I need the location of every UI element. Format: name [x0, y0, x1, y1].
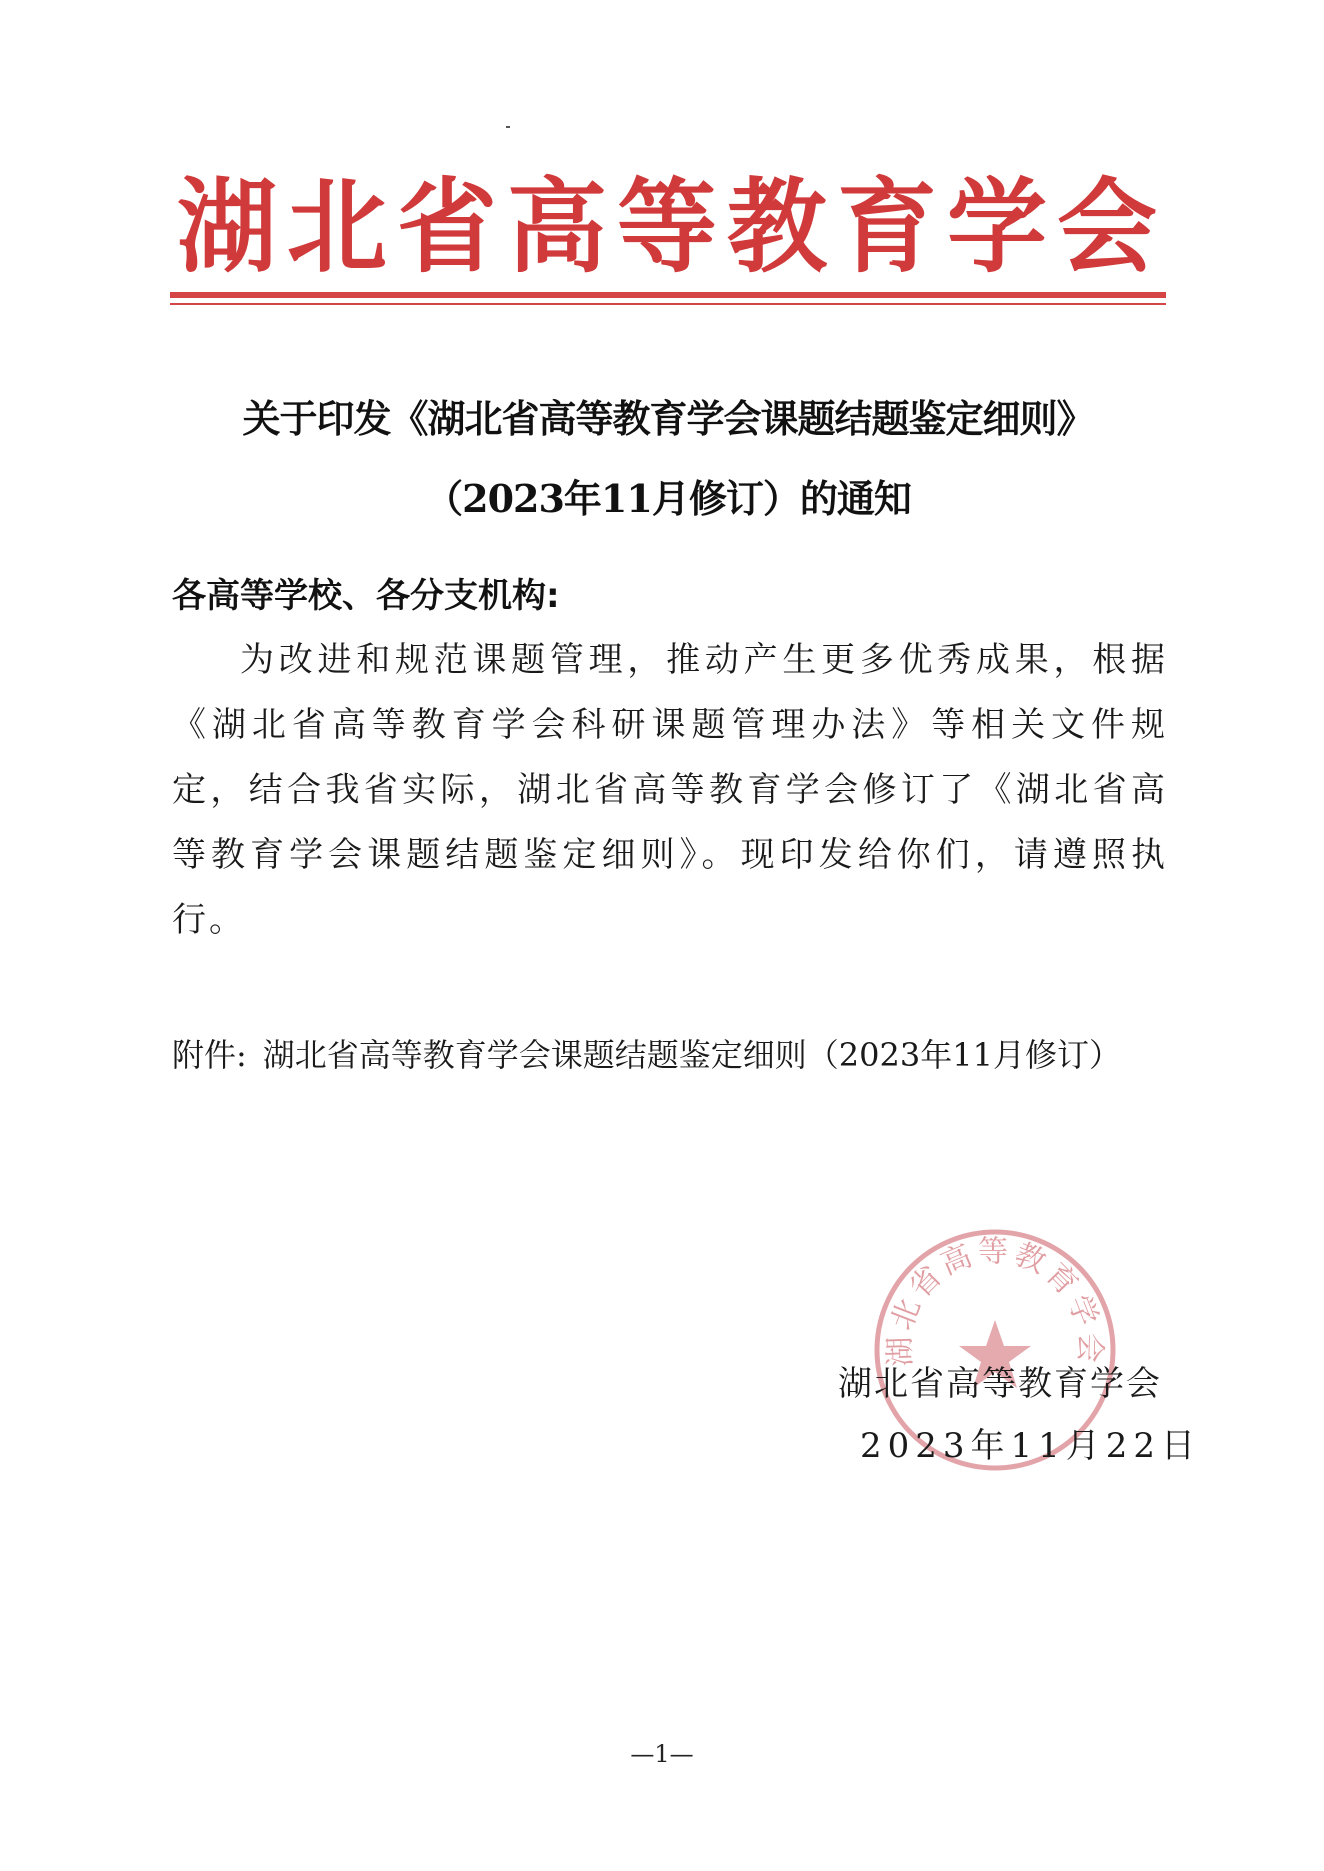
header-rule-thick	[170, 292, 1166, 298]
masthead-char: 教	[727, 167, 827, 287]
notice-title-line-2: （2023年11月修订）的通知	[425, 476, 911, 521]
page-number: —1—	[630, 1740, 694, 1768]
masthead-char: 湖	[177, 167, 277, 287]
attachment-line	[172, 1030, 1121, 1076]
attachment-label: 附件:	[172, 1036, 247, 1074]
masthead-char: 省	[397, 167, 497, 287]
masthead-char: 等	[617, 167, 717, 287]
attachment-text: 湖北省高等教育学会课题结题鉴定细则（2023年11月修订）	[262, 1036, 1121, 1074]
body-paragraph: 为改进和规范课题管理，推动产生更多优秀成果，根据《湖北省高等教育学会科研课题管理办法》等相关文件规定，结合我省实际，湖北省高等教育学会修订了《湖北省高等教育学会课题结题鉴定细则》。现印发给你们，请遵照执行。	[172, 640, 1168, 940]
masthead-char: 会	[1057, 167, 1157, 287]
masthead-char: 学	[947, 167, 1047, 287]
seal-text: 湖北省高等教育学会	[882, 1234, 1108, 1368]
masthead-char: 北	[287, 167, 387, 287]
scan-speck	[506, 126, 510, 128]
signature-organization: 湖北省高等教育学会	[838, 1364, 1162, 1404]
masthead-char: 育	[837, 167, 937, 287]
header-rule-thin	[170, 303, 1166, 305]
masthead-title	[172, 165, 1162, 290]
masthead-char: 高	[507, 167, 607, 287]
notice-title-line-1: 关于印发《湖北省高等教育学会课题结题鉴定细则》	[242, 396, 1094, 441]
salutation: 各高等学校、各分支机构:	[172, 576, 560, 616]
signature-date: 2023年11月22日	[860, 1426, 1202, 1466]
